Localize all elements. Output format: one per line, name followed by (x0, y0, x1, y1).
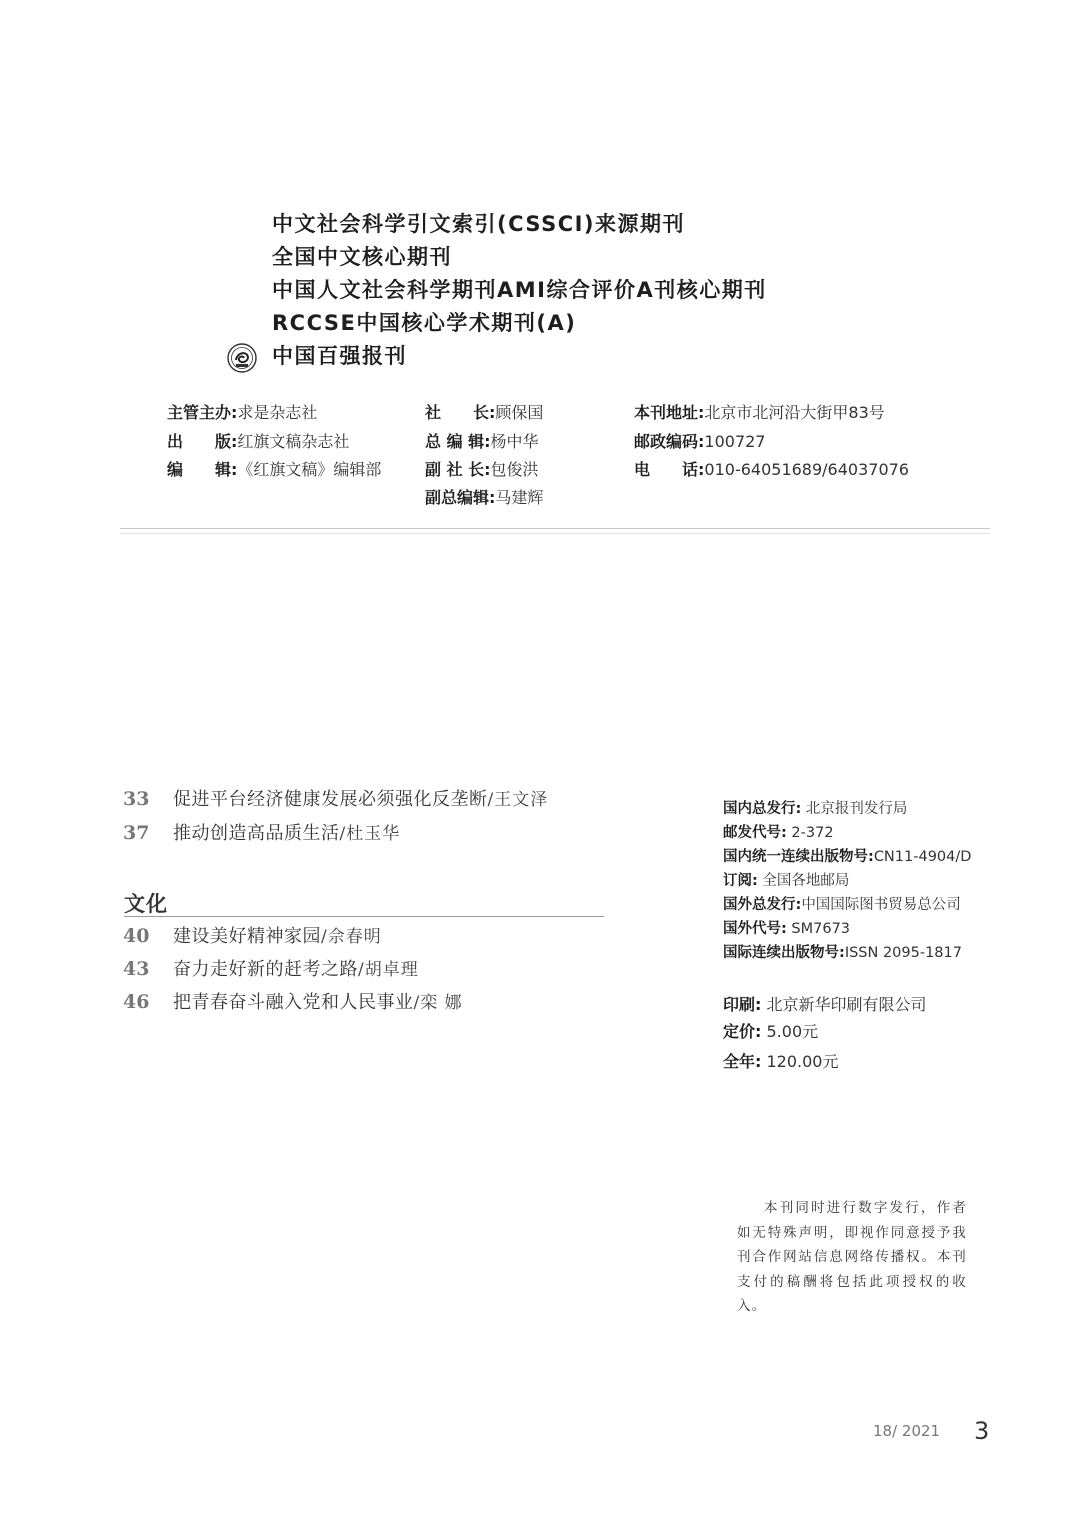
dist-postal-code (723, 824, 834, 842)
toc-page-number: 37 (123, 822, 150, 844)
toc-title: 奋力走好新的赶考之路 (173, 959, 358, 980)
masthead-phone (634, 460, 909, 480)
top-100-seal-icon (227, 343, 257, 373)
dist-label: 国外总发行: (723, 897, 802, 913)
toc-entry[interactable] (123, 788, 548, 811)
honor-cssci: 中文社会科学引文索引(CSSCI)来源期刊 (272, 212, 686, 236)
masthead-label: 出 版: (167, 432, 238, 451)
toc-author: /杜玉华 (339, 824, 401, 844)
toc-entry[interactable] (123, 991, 463, 1014)
masthead-value: 顾保国 (495, 403, 544, 422)
masthead-label: 副总编辑: (425, 488, 496, 507)
masthead-value: 北京市北河沿大街甲83号 (704, 403, 885, 422)
toc-page-number: 33 (123, 788, 150, 810)
toc-page-number: 43 (123, 958, 150, 980)
dist-value: 全国各地邮局 (757, 873, 850, 889)
toc-title: 把青春奋斗融入党和人民事业 (173, 992, 414, 1013)
masthead-postcode (634, 432, 765, 452)
masthead-label: 主管主办: (167, 403, 238, 422)
toc-entry[interactable] (123, 958, 419, 981)
masthead-sponsor (167, 403, 317, 423)
section-divider (124, 916, 604, 917)
masthead-value: 100727 (704, 432, 766, 451)
masthead-label: 电 话: (634, 460, 705, 479)
honor-top-100: 中国百强报刊 (272, 344, 407, 368)
toc-entry[interactable] (123, 925, 382, 948)
print-label: 定价: (723, 1022, 762, 1041)
masthead-divider (120, 528, 990, 529)
dist-value: ISSN 2095-1817 (844, 945, 962, 961)
masthead-label: 本刊地址: (634, 403, 705, 422)
masthead-value: 《红旗文稿》编辑部 (237, 460, 382, 479)
dist-issn (723, 944, 962, 962)
print-label: 全年: (723, 1052, 762, 1071)
annual-price-info (723, 1052, 838, 1072)
dist-foreign-distributor (723, 896, 961, 914)
toc-title: 推动创造高品质生活 (173, 823, 340, 844)
page-number: 3 (974, 1417, 990, 1445)
masthead-label: 编 辑: (167, 460, 238, 479)
toc-entry[interactable] (123, 822, 400, 845)
digital-rights-notice: 本刊同时进行数字发行，作者如无特殊声明，即视作同意授予我刊合作网站信息网络传播权。本刊支付的稿酬将包括此项授权的收入。 (737, 1200, 967, 1314)
masthead-editor-in-chief (425, 432, 539, 452)
honor-rccse: RCCSE中国核心学术期刊(A) (272, 311, 577, 335)
dist-value: CN11-4904/D (873, 849, 972, 865)
masthead-president (425, 403, 543, 423)
masthead-value: 红旗文稿杂志社 (237, 432, 350, 451)
toc-author: /王文泽 (487, 790, 549, 810)
masthead-value: 010-64051689/64037076 (704, 460, 909, 479)
masthead-deputy-editor (425, 488, 543, 508)
dist-foreign-code (723, 920, 850, 938)
dist-subscription (723, 872, 849, 890)
masthead-value: 包俊洪 (490, 460, 539, 479)
masthead-label: 副 社 长: (425, 460, 491, 479)
print-value: 北京新华印刷有限公司 (761, 995, 927, 1014)
masthead-value: 杨中华 (490, 432, 539, 451)
masthead-divider-secondary (120, 533, 990, 534)
masthead-address (634, 403, 885, 423)
toc-title: 促进平台经济健康发展必须强化反垄断 (173, 789, 488, 810)
dist-label: 国外代号: (723, 921, 787, 937)
dist-domestic-distributor (723, 800, 907, 818)
masthead-publisher (167, 432, 349, 452)
masthead-label: 总 编 辑: (425, 432, 491, 451)
dist-value: SM7673 (786, 921, 851, 937)
toc-page-number: 46 (123, 991, 150, 1013)
print-label: 印刷: (723, 995, 762, 1014)
dist-label: 国内统一连续出版物号: (723, 849, 874, 865)
printer-info (723, 995, 927, 1015)
dist-label: 订阅: (723, 873, 758, 889)
price-info (723, 1022, 818, 1042)
dist-label: 国内总发行: (723, 801, 802, 817)
dist-value: 北京报刊发行局 (801, 801, 908, 817)
print-value: 5.00元 (761, 1022, 819, 1041)
toc-title: 建设美好精神家园 (173, 926, 321, 947)
dist-value: 中国国际图书贸易总公司 (801, 897, 961, 913)
dist-label: 国际连续出版物号: (723, 945, 845, 961)
print-value: 120.00元 (761, 1052, 839, 1071)
masthead-label: 邮政编码: (634, 432, 705, 451)
masthead-value: 马建辉 (495, 488, 544, 507)
honor-ami: 中国人文社会科学期刊AMI综合评价A刊核心期刊 (272, 278, 767, 302)
dist-label: 邮发代号: (723, 825, 787, 841)
dist-cn-number (723, 848, 971, 866)
masthead-vice-president (425, 460, 539, 480)
toc-page-number: 40 (123, 925, 150, 947)
toc-section-culture: 文化 (124, 892, 168, 916)
toc-author: /胡卓理 (358, 960, 419, 980)
masthead-editor (167, 460, 381, 480)
masthead-value: 求是杂志社 (237, 403, 318, 422)
dist-value: 2-372 (786, 825, 834, 841)
issue-number: 18/ 2021 (873, 1422, 941, 1440)
toc-author: /栾 娜 (413, 993, 463, 1013)
honor-core-journal: 全国中文核心期刊 (272, 245, 452, 269)
masthead-label: 社 长: (425, 403, 496, 422)
toc-author: /佘春明 (321, 927, 382, 947)
